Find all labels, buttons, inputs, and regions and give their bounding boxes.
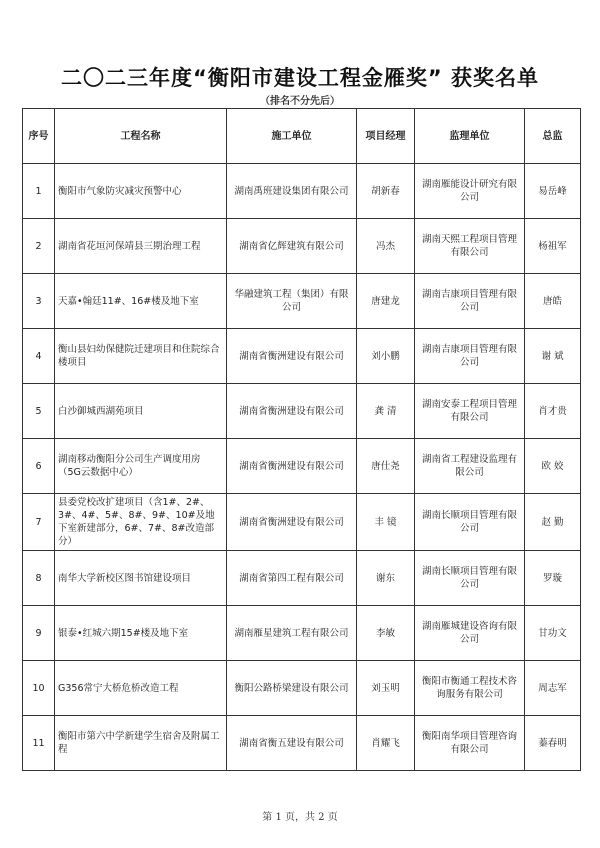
row-contractor: 湖南省衡洲建设有限公司 <box>227 439 357 494</box>
row-chief-supervisor: 唐皓 <box>525 274 581 329</box>
table-row <box>23 164 581 219</box>
page-number-footer: 第 1 页，共 2 页 <box>262 812 338 823</box>
row-supervisor-unit: 湖南吉康项目管理有限公司 <box>415 329 525 384</box>
row-project-name: G356常宁大桥危桥改造工程 <box>55 661 227 716</box>
row-project-manager: 龚 清 <box>357 384 415 439</box>
page-subtitle: （排名不分先后） <box>260 96 340 107</box>
table-row <box>23 384 581 439</box>
row-project-name: 白沙御城西湖苑项目 <box>55 384 227 439</box>
row-project-manager: 刘玉明 <box>357 661 415 716</box>
header-chief-supervisor: 总监 <box>525 109 581 164</box>
row-chief-supervisor: 肖才贵 <box>525 384 581 439</box>
row-project-manager: 胡新春 <box>357 164 415 219</box>
row-project-name: 衡阳市第六中学新建学生宿舍及附属工程 <box>55 716 227 771</box>
table-row <box>23 219 581 274</box>
row-project-manager: 唐仕尧 <box>357 439 415 494</box>
row-chief-supervisor: 易岳峰 <box>525 164 581 219</box>
row-contractor: 湖南省衡五建设有限公司 <box>227 716 357 771</box>
row-project-manager: 唐建龙 <box>357 274 415 329</box>
row-contractor: 湖南省第四工程有限公司 <box>227 551 357 606</box>
row-supervisor-unit: 湖南吉康项目管理有限公司 <box>415 274 525 329</box>
row-supervisor-unit: 湖南安泰工程项目管理有限公司 <box>415 384 525 439</box>
table-row <box>23 661 581 716</box>
row-project-manager: 丰 镜 <box>357 494 415 551</box>
row-index: 11 <box>23 716 55 771</box>
header-project-name: 工程名称 <box>55 109 227 164</box>
row-index: 10 <box>23 661 55 716</box>
row-chief-supervisor: 罗璇 <box>525 551 581 606</box>
row-index: 8 <box>23 551 55 606</box>
row-project-name: 县委党校改扩建项目（含1#、2#、3#、4#、5#、8#、9#、10#及地下室新建部分，6#、7#、8#改造部分） <box>55 494 227 551</box>
page-title: 二〇二三年度“衡阳市建设工程金雁奖” 获奖名单 <box>61 66 539 90</box>
table-row <box>23 716 581 771</box>
row-supervisor-unit: 湖南长顺项目管理有限公司 <box>415 494 525 551</box>
row-project-name: 天嘉•翰廷11#、16#楼及地下室 <box>55 274 227 329</box>
table-row <box>23 494 581 551</box>
row-index: 9 <box>23 606 55 661</box>
row-supervisor-unit: 衡阳南华项目管理咨询有限公司 <box>415 716 525 771</box>
row-contractor: 湖南省衡洲建设有限公司 <box>227 329 357 384</box>
row-project-name: 湖南省花垣河保靖县三期治理工程 <box>55 219 227 274</box>
row-project-manager: 李敏 <box>357 606 415 661</box>
row-chief-supervisor: 谢 斌 <box>525 329 581 384</box>
row-supervisor-unit: 湖南省工程建设监理有限公司 <box>415 439 525 494</box>
row-chief-supervisor: 周志军 <box>525 661 581 716</box>
row-project-name: 银泰•红城六期15#楼及地下室 <box>55 606 227 661</box>
row-chief-supervisor: 甘功文 <box>525 606 581 661</box>
row-contractor: 衡阳公路桥梁建设有限公司 <box>227 661 357 716</box>
row-contractor: 湖南省亿辉建筑有限公司 <box>227 219 357 274</box>
table-row <box>23 274 581 329</box>
row-index: 1 <box>23 164 55 219</box>
row-chief-supervisor: 杨祖军 <box>525 219 581 274</box>
row-index: 5 <box>23 384 55 439</box>
header-contractor: 施工单位 <box>227 109 357 164</box>
row-project-name: 湖南移动衡阳分公司生产调度用房（5G云数据中心） <box>55 439 227 494</box>
row-supervisor-unit: 湖南长顺项目管理有限公司 <box>415 551 525 606</box>
row-project-manager: 刘小鹏 <box>357 329 415 384</box>
row-project-manager: 肖耀飞 <box>357 716 415 771</box>
row-index: 2 <box>23 219 55 274</box>
header-index: 序号 <box>23 109 55 164</box>
row-project-name: 衡阳市气象防灾减灾预警中心 <box>55 164 227 219</box>
row-index: 3 <box>23 274 55 329</box>
row-index: 6 <box>23 439 55 494</box>
row-supervisor-unit: 湖南雁城建设咨询有限公司 <box>415 606 525 661</box>
row-supervisor-unit: 湖南雁能设计研究有限公司 <box>415 164 525 219</box>
row-index: 7 <box>23 494 55 551</box>
award-table <box>22 108 581 771</box>
header-supervisor-unit: 监理单位 <box>415 109 525 164</box>
table-row <box>23 606 581 661</box>
row-supervisor-unit: 衡阳市衡通工程技术咨询服务有限公司 <box>415 661 525 716</box>
table-header-row <box>23 109 581 164</box>
row-chief-supervisor: 蓁春明 <box>525 716 581 771</box>
row-project-manager: 谢东 <box>357 551 415 606</box>
row-contractor: 湖南禹班建设集团有限公司 <box>227 164 357 219</box>
row-contractor: 华融建筑工程（集团）有限公司 <box>227 274 357 329</box>
header-project-manager: 项目经理 <box>357 109 415 164</box>
row-index: 4 <box>23 329 55 384</box>
row-contractor: 湖南雁星建筑工程有限公司 <box>227 606 357 661</box>
table-row <box>23 329 581 384</box>
row-contractor: 湖南省衡洲建设有限公司 <box>227 384 357 439</box>
row-chief-supervisor: 赵 勤 <box>525 494 581 551</box>
table-row <box>23 551 581 606</box>
table-row <box>23 439 581 494</box>
row-supervisor-unit: 湖南天熙工程项目管理有限公司 <box>415 219 525 274</box>
row-project-name: 衡山县妇幼保健院迁建项目和住院综合楼项目 <box>55 329 227 384</box>
row-project-manager: 冯杰 <box>357 219 415 274</box>
row-contractor: 湖南省衡洲建设有限公司 <box>227 494 357 551</box>
row-project-name: 南华大学新校区图书馆建设项目 <box>55 551 227 606</box>
row-chief-supervisor: 欧 姣 <box>525 439 581 494</box>
